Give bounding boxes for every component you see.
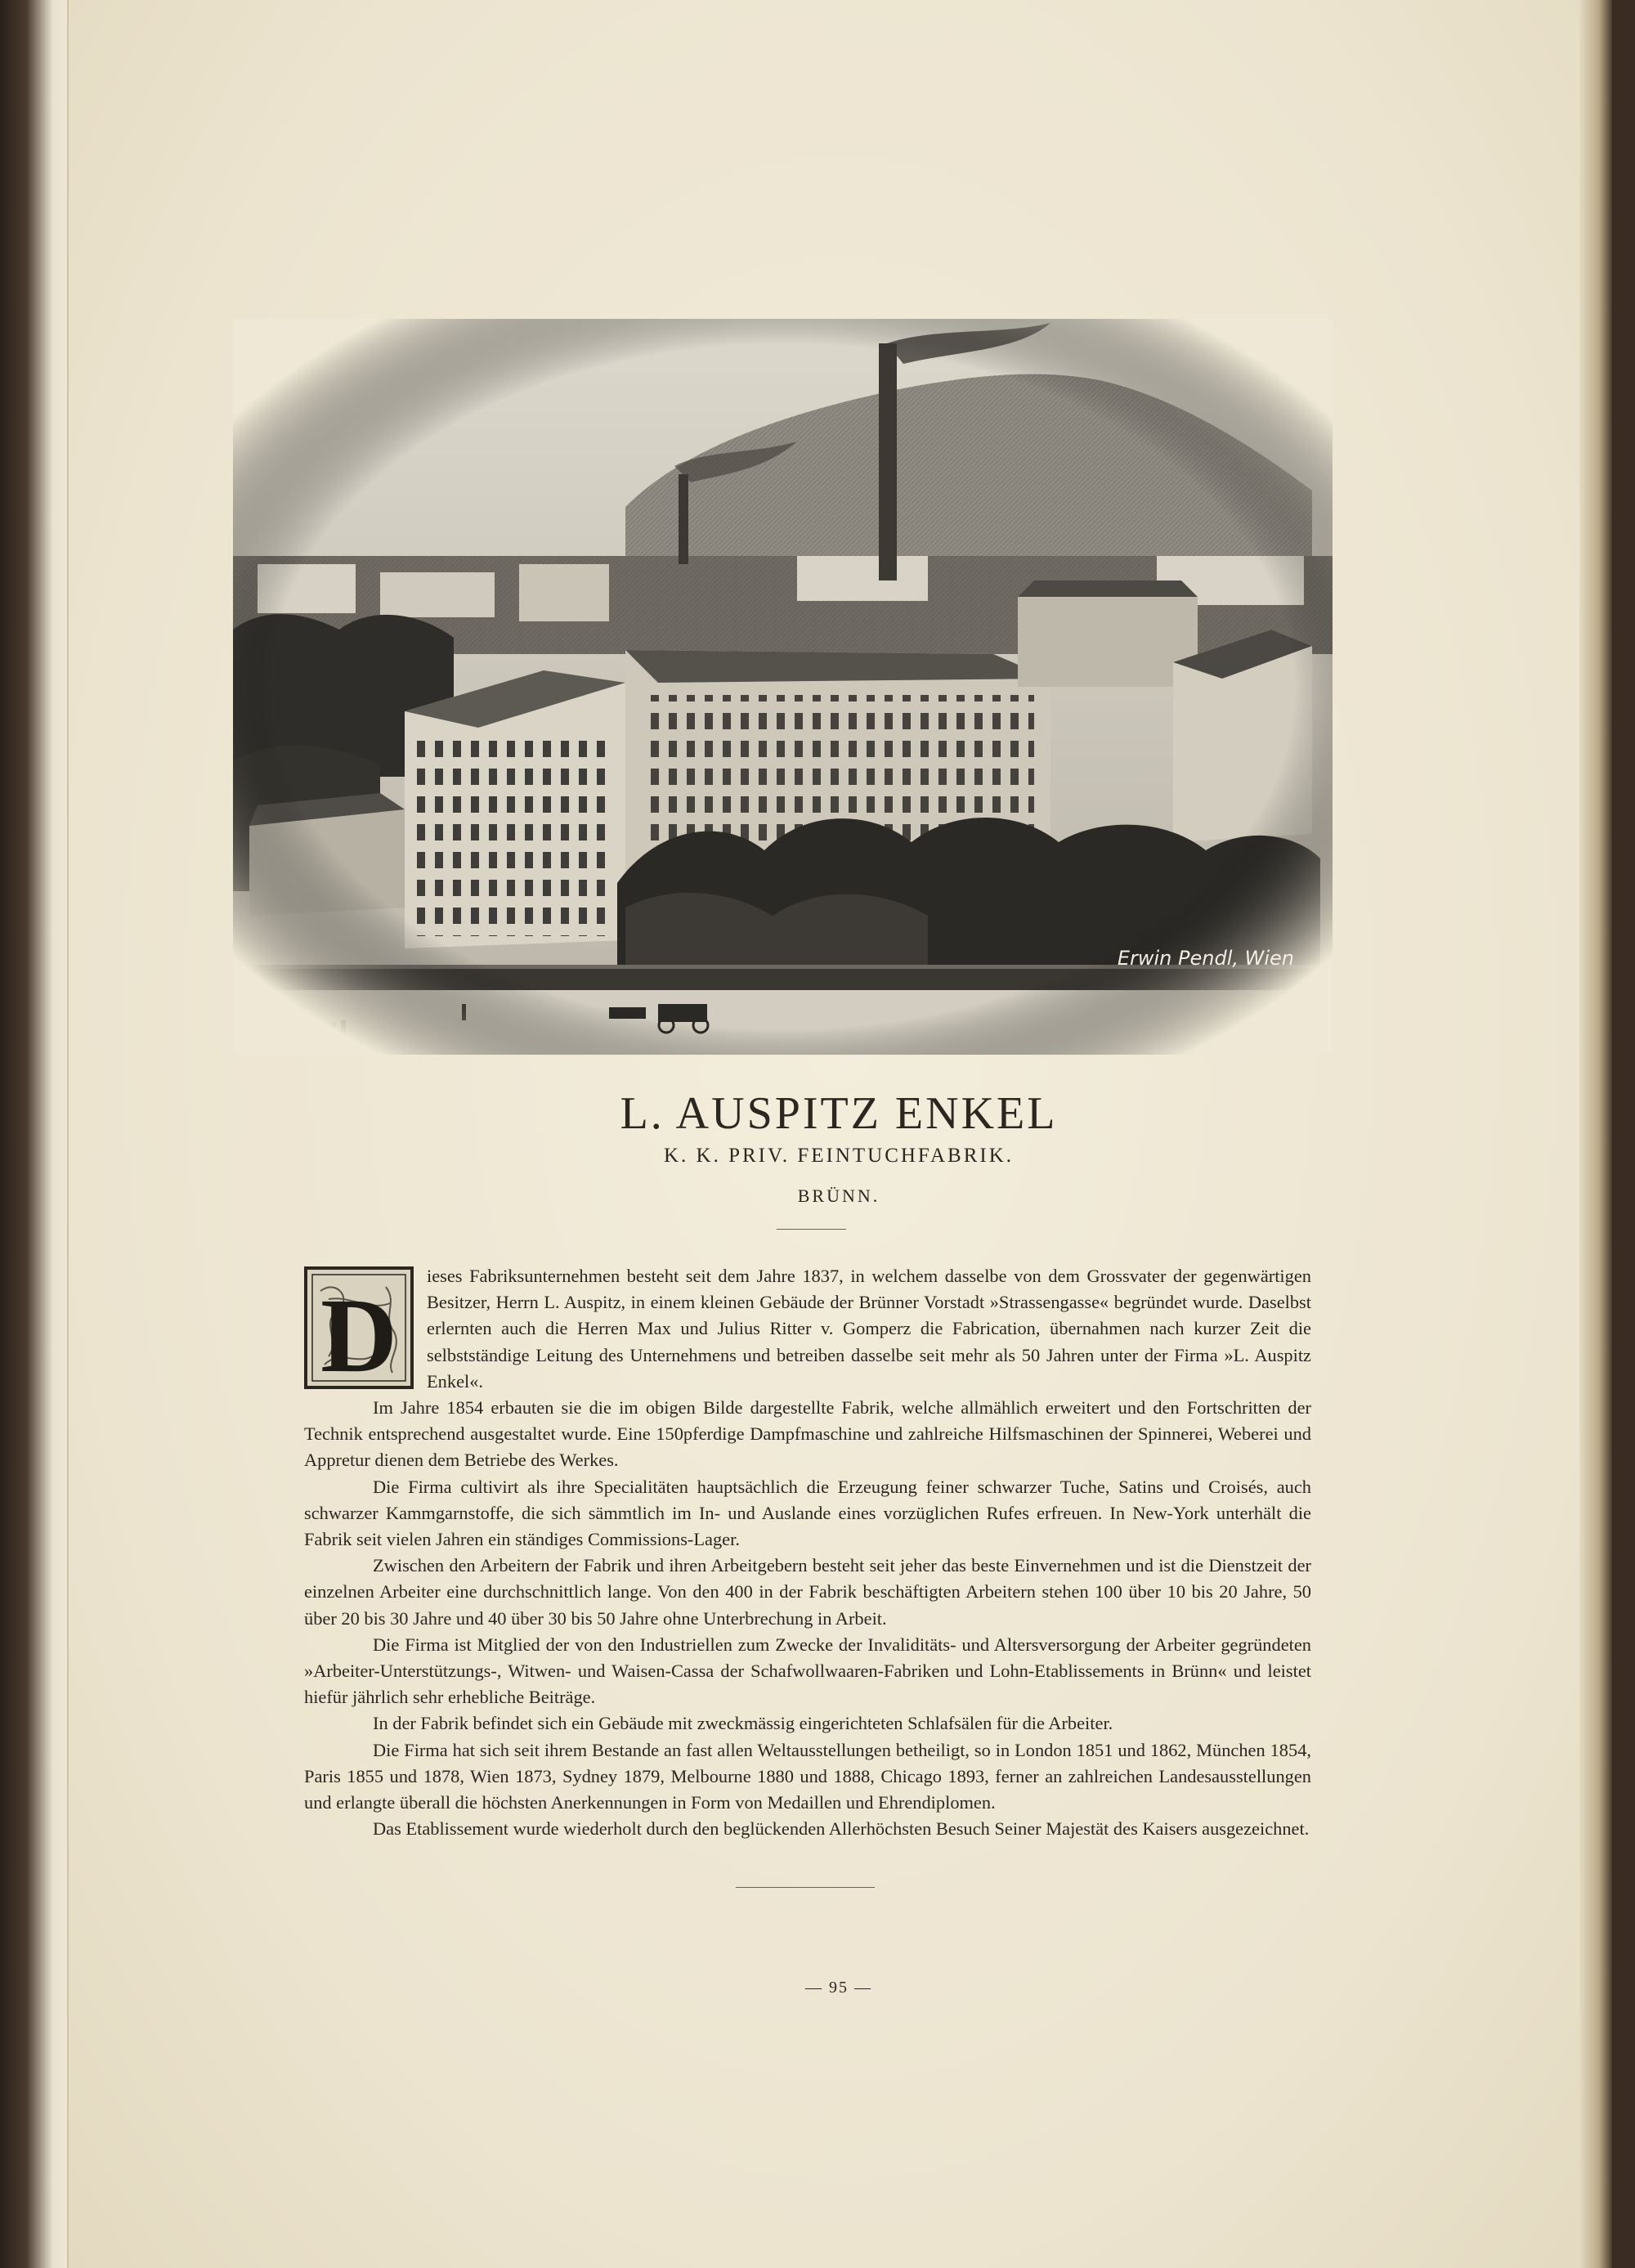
page-number: — 95 — — [805, 1979, 872, 1997]
article-body — [304, 1263, 1311, 1842]
book-spine — [0, 0, 75, 2268]
paragraph-2: Im Jahre 1854 erbauten sie die im obigen Bilde dargestellte Fabrik, welche allmählich erweitert und den Fortschritten der Technik entsprechend ausgestaltet wurde. Eine 150pferdige Dampfmaschine und zahlreiche Hilfsmaschinen der Spinnerei, Weberei und Appretur dienen dem Betriebe des Werkes. — [304, 1397, 1311, 1471]
engraving-signature: Erwin Pendl, Wien — [1117, 947, 1294, 970]
paragraph-5: Die Firma ist Mitglied der von den Industriellen zum Zwecke der Invaliditäts- und Altersversorgung der Arbeiter gegründeten »Arbeiter-Unterstützungs-, Witwen- und Waisen-Cassa der Schafwollwaaren-Fabriken und Lohn-Etablissements in Brünn« und leistet hiefür jährlich sehr erhebliche Beiträge. — [304, 1634, 1311, 1708]
paragraph-1 — [304, 1263, 1311, 1395]
paragraph-1-text: ieses Fabriksunternehmen besteht seit dem Jahre 1837, in welchem dasselbe von dem Grossvater der gegenwärtigen Besitzer, Herrn L. Auspitz, in einem kleinen Gebäude der Brünner Vorstadt »Strassengasse« begründet wurde. Daselbst erlernten auch die Herren Max und Julius Ritter v. Gomperz die Fabrication, übernahmen nach kurzer Zeit die selbstständige Leitung des Unternehmens und betreiben dasselbe seit mehr als 50 Jahren unter der Firma »L. Auspitz Enkel«. — [427, 1266, 1311, 1392]
dropcap-ornament — [304, 1266, 414, 1389]
paragraph-7: Die Firma hat sich seit ihrem Bestande an fast allen Weltausstellungen betheiligt, so in London 1851 und 1862, München 1854, Paris 1855 und 1878, Wien 1873, Sydney 1879, Melbourne 1880 und 1888, Chicago 1893, ferner an zahlreichen Landesausstellungen und erlangte überall die höchsten Anerkennungen in Form von Medaillen und Ehrendiplomen. — [304, 1739, 1311, 1813]
page-title: L. AUSPITZ ENKEL — [620, 1088, 1058, 1139]
closing-rule — [736, 1887, 875, 1888]
paragraph-4: Zwischen den Arbeitern der Fabrik und ihren Arbeitgebern besteht seit jeher das beste Einvernehmen und ist die Dienstzeit der einzelnen Arbeiter eine durchschnittlich lange. Von den 400 in der Fabrik beschäftigten Arbeitern stehen 100 über 10 bis 20 Jahre, 50 über 20 bis 30 Jahre und 40 über 30 bis 50 Jahre ohne Unterbrechung in Arbeit. — [304, 1555, 1311, 1629]
paragraph-8: Das Etablissement wurde wiederholt durch den beglückenden Allerhöchsten Besuch Seiner Majestät des Kaisers ausgezeichnet. — [373, 1818, 1310, 1840]
page-subtitle: K. K. PRIV. FEINTUCHFABRIK. — [663, 1145, 1015, 1167]
paragraph-6: In der Fabrik befindet sich ein Gebäude mit zweckmässig eingerichteten Schlafsälen für die Arbeiter. — [373, 1713, 1113, 1734]
dropcap-letter: D — [320, 1277, 397, 1389]
page-city: BRÜNN. — [797, 1186, 880, 1206]
paragraph-3: Die Firma cultivirt als ihre Specialitäten hauptsächlich die Erzeugung feiner schwarzer Tuche, Satins und Croisés, auch schwarzer Kammgarnstoffe, die sich sämmtlich im In- und Auslande eines vorzüglichen Rufes erfreuen. In New-York unterhält die Fabrik seit vielen Jahren ein ständiges Commissions-Lager. — [304, 1476, 1311, 1550]
factory-engraving — [233, 319, 1333, 1055]
title-divider — [777, 1229, 846, 1230]
